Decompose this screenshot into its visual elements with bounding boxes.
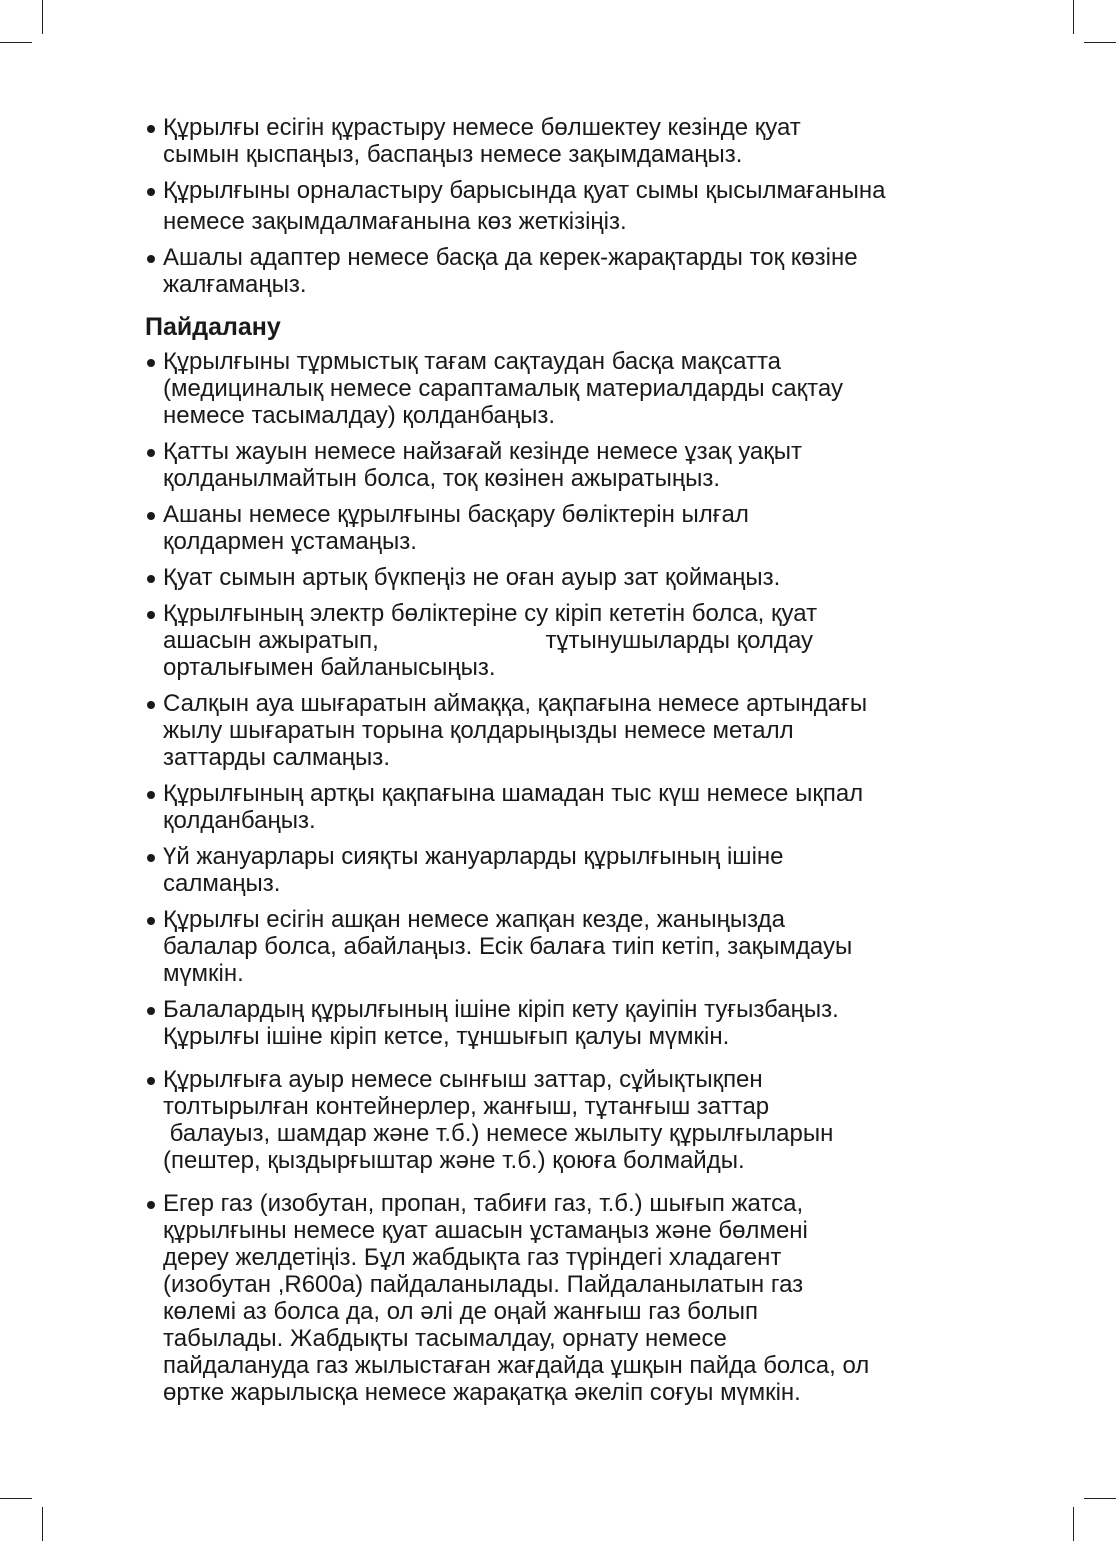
item-line: қолдармен ұстамаңыз. bbox=[163, 528, 417, 555]
bullet-icon bbox=[147, 125, 155, 133]
list-item bbox=[145, 843, 985, 897]
item-line: қолданбаңыз. bbox=[163, 807, 316, 834]
bullet-icon bbox=[147, 701, 155, 709]
item-line: балалар болса, абайлаңыз. Есік балаға тиіп кетіп, зақымдауы bbox=[163, 933, 853, 960]
list-item bbox=[145, 780, 985, 834]
list-item bbox=[145, 438, 985, 492]
usage-list bbox=[145, 348, 985, 1406]
item-line: (пештер, қыздырғыштар және т.б.) қоюға болмайды. bbox=[163, 1147, 745, 1174]
bullet-icon bbox=[147, 188, 155, 196]
item-line: Құрылғы есігін ашқан немесе жапқан кезде, жаныңызда bbox=[163, 906, 785, 933]
item-line: толтырылған контейнерлер, жанғыш, тұтанғыш заттар bbox=[163, 1093, 770, 1120]
item-line: салмаңыз. bbox=[163, 870, 281, 897]
crop-mark-bottom-left-v bbox=[42, 1507, 43, 1541]
bullet-icon bbox=[147, 1077, 155, 1085]
list-item bbox=[145, 501, 985, 555]
item-line: немесе тасымалдау) қолданбаңыз. bbox=[163, 402, 556, 429]
bullet-icon bbox=[147, 512, 155, 520]
item-line: жылу шығаратын торына қолдарыңызды немесе металл bbox=[163, 717, 794, 744]
list-item bbox=[145, 1190, 985, 1406]
item-line: Құрылғының электр бөліктеріне су кіріп кететін болса, қуат bbox=[163, 600, 818, 627]
item-line: табылады. Жабдықты тасымалдау, орнату немесе bbox=[163, 1325, 727, 1352]
bullet-icon bbox=[147, 611, 155, 619]
item-line: өртке жарылысқа немесе жарақатқа әкеліп соғуы мүмкін. bbox=[163, 1379, 801, 1406]
crop-mark-bottom-right-h bbox=[1084, 1498, 1116, 1499]
item-line: құрылғыны немесе қуат ашасын ұстамаңыз және бөлмені bbox=[163, 1217, 808, 1244]
item-line: пайдалануда газ жылыстаған жағдайда ұшқын пайда болса, ол bbox=[163, 1352, 870, 1379]
item-line: Егер газ (изобутан, пропан, табиғи газ, т.б.) шығып жатса, bbox=[163, 1190, 804, 1217]
crop-mark-bottom-left-h bbox=[0, 1498, 32, 1499]
item-line: Құрылғы ішіне кіріп кетсе, тұншығып қалуы мүмкін. bbox=[163, 1023, 730, 1050]
list-item bbox=[145, 996, 985, 1050]
crop-mark-bottom-right-v bbox=[1073, 1507, 1074, 1541]
item-line: заттарды салмаңыз. bbox=[163, 744, 390, 771]
list-item bbox=[145, 244, 985, 298]
item-line: Ашаны немесе құрылғыны басқару бөліктерін ылғал bbox=[163, 501, 749, 528]
item-line: Құрылғының артқы қақпағына шамадан тыс күш немесе ықпал bbox=[163, 780, 864, 807]
item-line: Құрылғыға ауыр немесе сынғыш заттар, сұйықтықпен bbox=[163, 1066, 763, 1093]
list-item bbox=[145, 348, 985, 429]
item-line: қолданылмайтын болса, тоқ көзінен ажыратыңыз. bbox=[163, 465, 721, 492]
list-item bbox=[145, 177, 985, 235]
crop-mark-top-right-v bbox=[1073, 0, 1074, 34]
list-item bbox=[145, 600, 985, 681]
item-line: Құрылғыны тұрмыстық тағам сақтаудан басқа мақсатта bbox=[163, 348, 782, 375]
bullet-icon bbox=[147, 791, 155, 799]
bullet-icon bbox=[147, 1007, 155, 1015]
item-line: Құрылғыны орналастыру барысында қуат сымы қысылмағанына bbox=[163, 177, 886, 204]
item-line: Құрылғы есігін құрастыру немесе бөлшектеу кезінде қуат bbox=[163, 114, 801, 141]
crop-mark-top-left-h bbox=[0, 42, 32, 43]
item-line: орталығымен байланысыңыз. bbox=[163, 654, 496, 681]
bullet-icon bbox=[147, 359, 155, 367]
item-line: дереу желдетіңіз. Бұл жабдықта газ түріндегі хладагент bbox=[163, 1244, 782, 1271]
bullet-icon bbox=[147, 1201, 155, 1209]
item-line: Ашалы адаптер немесе басқа да керек-жарақтарды тоқ көзіне bbox=[163, 244, 858, 271]
bullet-icon bbox=[147, 854, 155, 862]
item-line: балауыз, шамдар және т.б.) немесе жылыту құрылғыларын bbox=[163, 1120, 834, 1147]
item-line: немесе зақымдалмағанына көз жеткізіңіз. bbox=[163, 208, 627, 235]
item-line: Салқын ауа шығаратын аймаққа, қақпағына немесе артындағы bbox=[163, 690, 868, 717]
item-line: (медициналық немесе сараптамалық материалдарды сақтау bbox=[163, 375, 843, 402]
crop-mark-top-left-v bbox=[42, 0, 43, 34]
item-line: (изобутан ,R600a) пайдаланылады. Пайдаланылатын газ bbox=[163, 1271, 804, 1298]
section-heading: Пайдалану bbox=[145, 313, 281, 341]
bullet-icon bbox=[147, 449, 155, 457]
bullet-icon bbox=[147, 255, 155, 263]
item-line: көлемі аз болса да, ол әлі де оңай жанғыш газ болып bbox=[163, 1298, 758, 1325]
list-item bbox=[145, 564, 985, 591]
item-line: сымын қыспаңыз, баспаңыз немесе зақымдамаңыз. bbox=[163, 141, 743, 168]
item-line: Қуат сымын артық бүкпеңіз не оған ауыр зат қоймаңыз. bbox=[163, 564, 781, 591]
intro-list bbox=[145, 114, 985, 298]
item-line: ашасын ажыратып, тұтынушыларды қолдау bbox=[163, 627, 814, 654]
item-line: Үй жануарлары сияқты жануарларды құрылғының ішіне bbox=[163, 843, 784, 870]
document-page bbox=[145, 114, 985, 1415]
bullet-icon bbox=[147, 917, 155, 925]
item-line: мүмкін. bbox=[163, 960, 244, 987]
item-line: жалғамаңыз. bbox=[163, 271, 307, 298]
list-item bbox=[145, 906, 985, 987]
list-item bbox=[145, 114, 985, 168]
item-line: Қатты жауын немесе найзағай кезінде немесе ұзақ уақыт bbox=[163, 438, 803, 465]
bullet-icon bbox=[147, 575, 155, 583]
crop-mark-top-right-h bbox=[1084, 42, 1116, 43]
list-item bbox=[145, 1066, 985, 1174]
item-line: Балалардың құрылғының ішіне кіріп кету қауіпін туғызбаңыз. bbox=[163, 996, 839, 1023]
list-item bbox=[145, 690, 985, 771]
